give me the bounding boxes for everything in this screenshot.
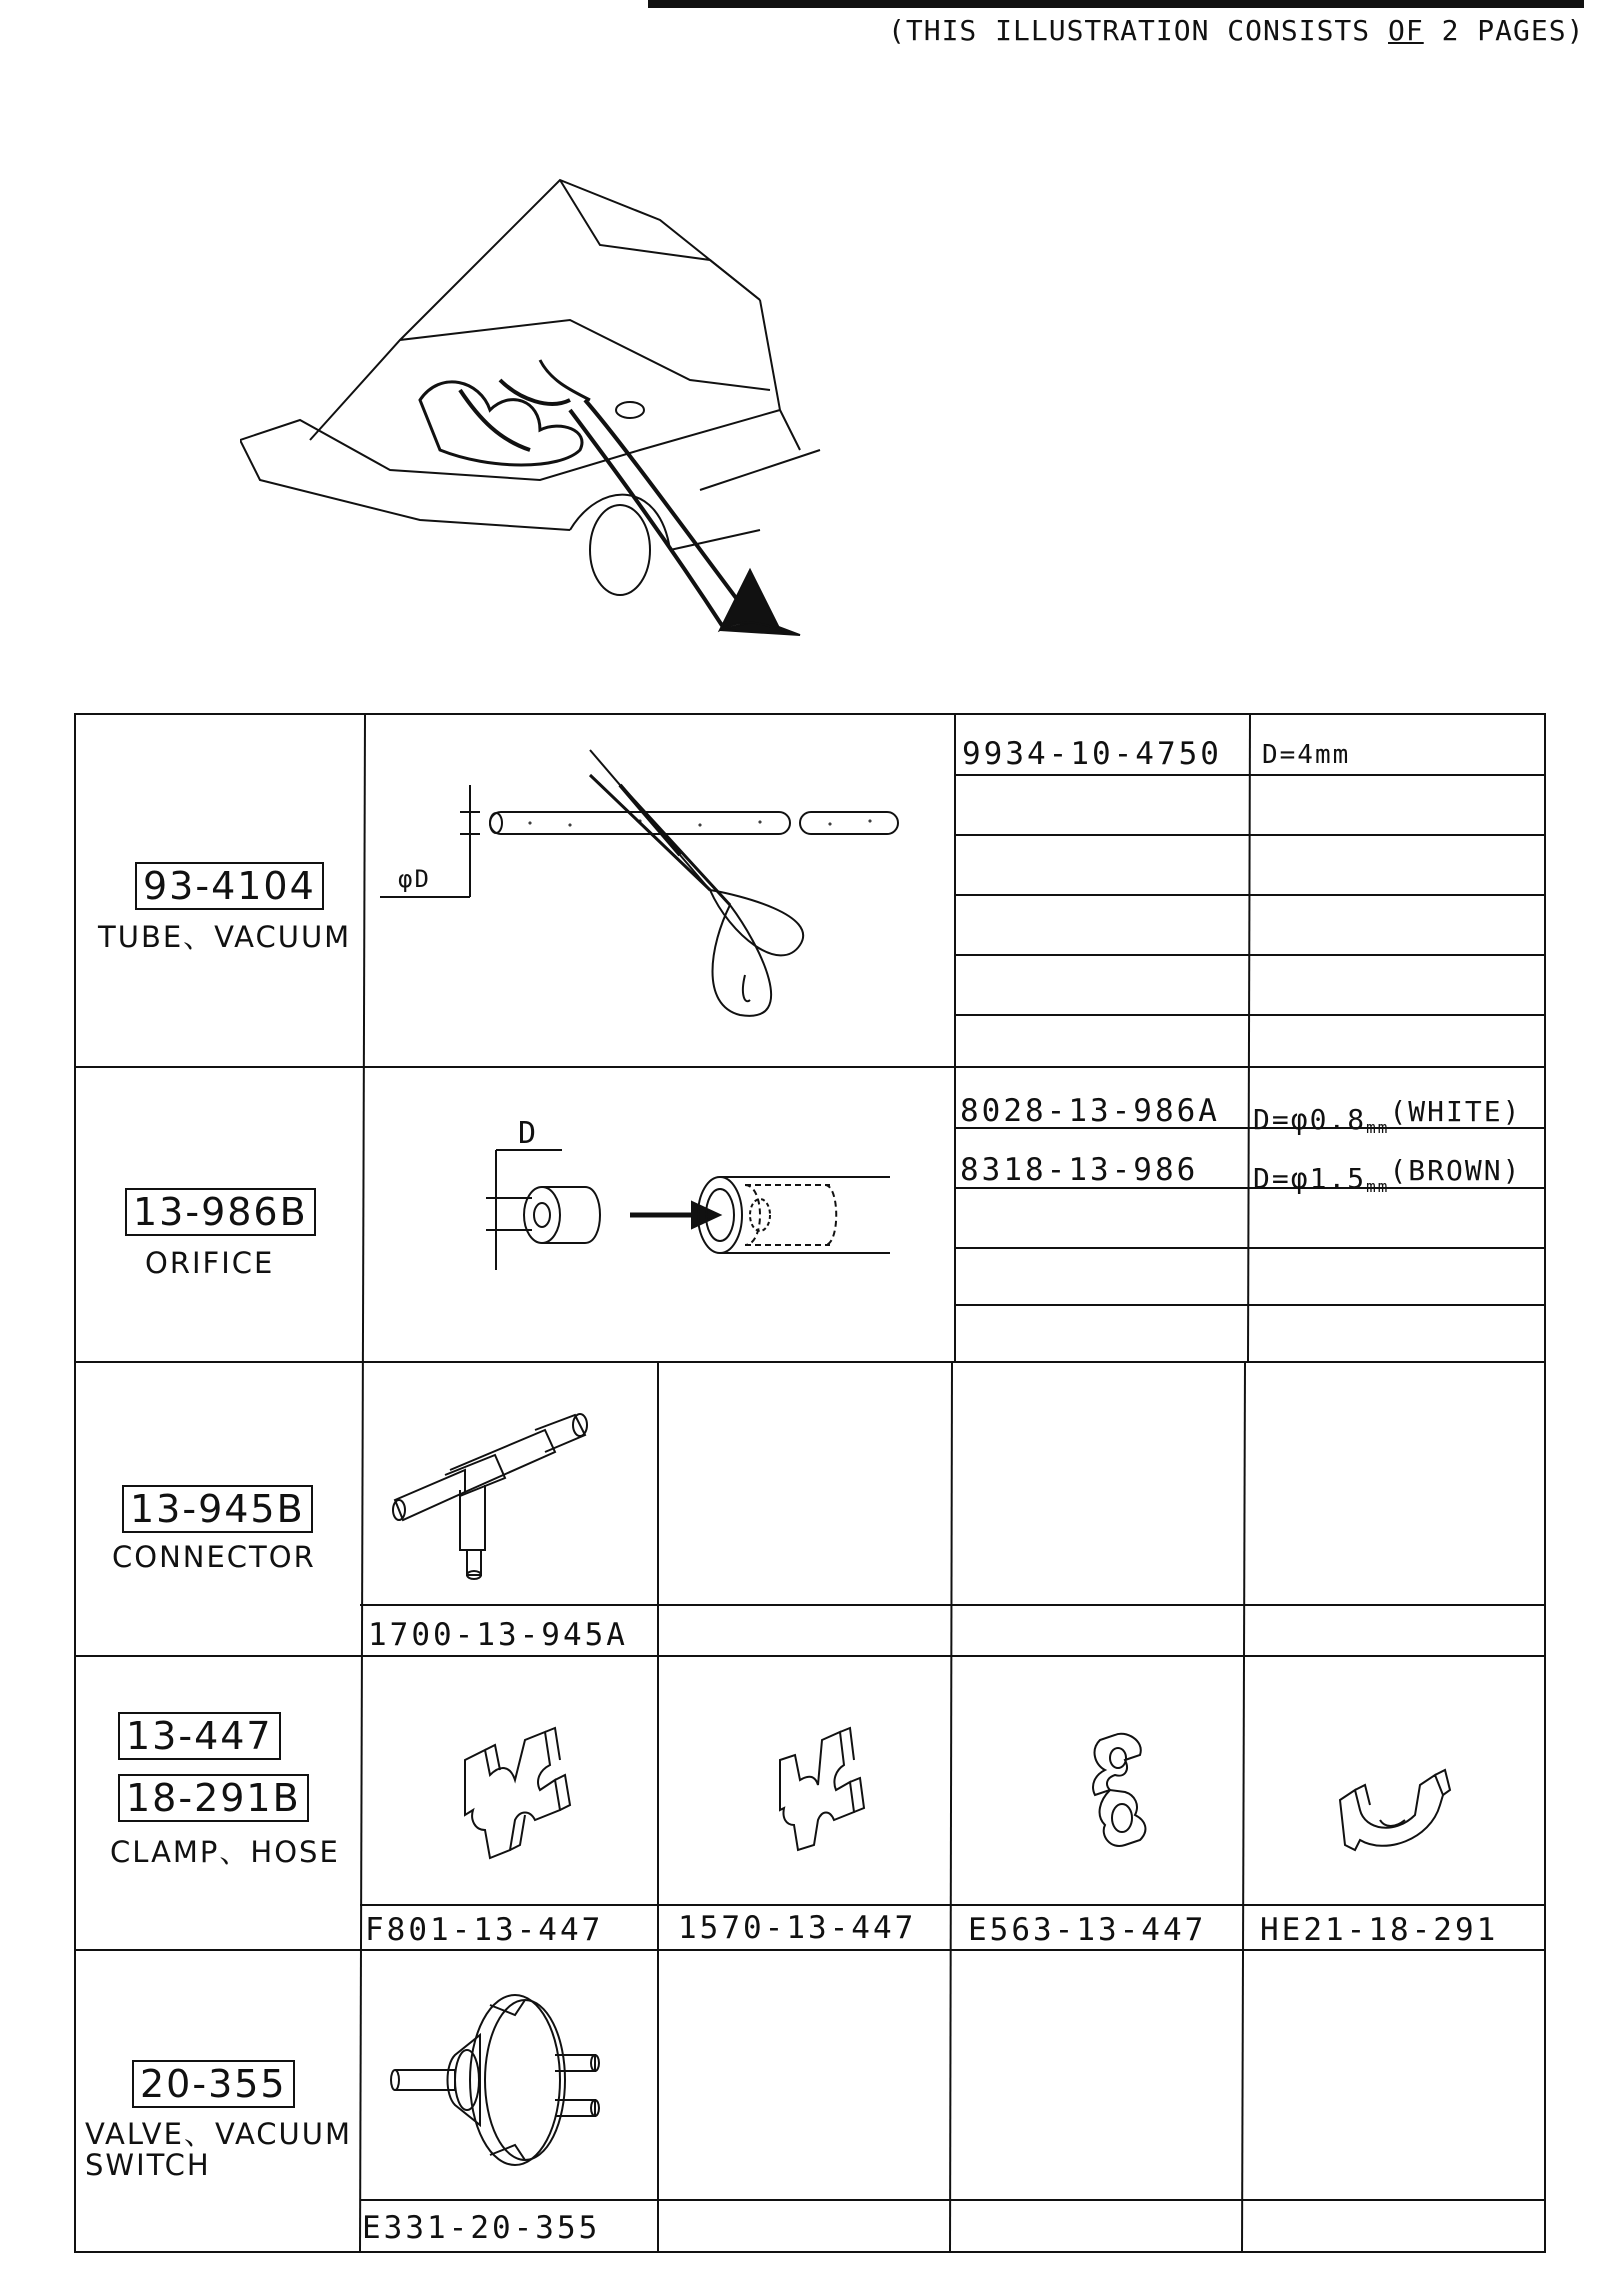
spec-8028-value: D=φ0.8 xyxy=(1253,1103,1367,1136)
page-note-underlined: OF xyxy=(1388,14,1424,47)
part-number-8028: 8028-13-986A xyxy=(960,1093,1220,1129)
part-number-e563: E563-13-447 xyxy=(968,1912,1207,1948)
part-number-1700: 1700-13-945A xyxy=(368,1617,628,1653)
hose-clamp-illustration-4 xyxy=(1335,1760,1455,1860)
spec-8028-note: (WHITE) xyxy=(1389,1095,1522,1128)
part-number-1570: 1570-13-447 xyxy=(678,1910,917,1946)
part-number-e331: E331-20-355 xyxy=(362,2210,601,2246)
vacuum-valve-illustration xyxy=(385,1975,605,2185)
code-clamp-13-447: 13-447 xyxy=(118,1712,281,1760)
spec-8028 xyxy=(1253,1095,1521,1137)
spec-9934: D=4mm xyxy=(1262,740,1351,770)
code-connector: 13-945B xyxy=(122,1485,313,1533)
spec-8318-unit: mm xyxy=(1366,1177,1390,1196)
label-connector: CONNECTOR xyxy=(112,1540,316,1574)
spec-8318 xyxy=(1253,1154,1521,1196)
hose-clamp-illustration-2 xyxy=(770,1720,870,1860)
hose-clamp-illustration-1 xyxy=(455,1720,575,1870)
part-number-he21: HE21-18-291 xyxy=(1260,1912,1499,1948)
hose-clamp-illustration-3 xyxy=(1070,1730,1180,1860)
tube-diameter-label: φD xyxy=(398,865,431,893)
t-connector-illustration xyxy=(385,1400,595,1590)
code-orifice: 13-986B xyxy=(125,1188,316,1236)
part-number-8318: 8318-13-986 xyxy=(960,1152,1199,1188)
code-tube-vacuum: 93-4104 xyxy=(135,862,324,910)
orifice-d-label: D xyxy=(518,1116,539,1151)
part-number-9934: 9934-10-4750 xyxy=(962,736,1222,772)
label-valve-vacuum-line1: VALVE、VACUUM xyxy=(85,2117,352,2151)
code-clamp-18-291b: 18-291B xyxy=(118,1774,309,1822)
code-valve-vacuum-switch: 20-355 xyxy=(132,2060,295,2108)
tube-scissors-illustration xyxy=(380,745,940,1045)
part-number-f801: F801-13-447 xyxy=(365,1912,604,1948)
page-note-prefix: (THIS ILLUSTRATION CONSISTS xyxy=(888,14,1389,47)
spec-8318-note: (BROWN) xyxy=(1389,1154,1522,1187)
spec-8028-unit: mm xyxy=(1366,1118,1390,1137)
label-valve-vacuum-line2: SWITCH xyxy=(85,2148,211,2182)
label-tube-vacuum: TUBE、VACUUM xyxy=(98,920,352,954)
label-orifice: ORIFICE xyxy=(145,1246,275,1280)
label-clamp-hose: CLAMP、HOSE xyxy=(110,1835,340,1869)
orifice-illustration xyxy=(470,1140,910,1280)
spec-8318-value: D=φ1.5 xyxy=(1253,1162,1367,1195)
page-note-suffix: 2 PAGES) xyxy=(1423,14,1585,47)
